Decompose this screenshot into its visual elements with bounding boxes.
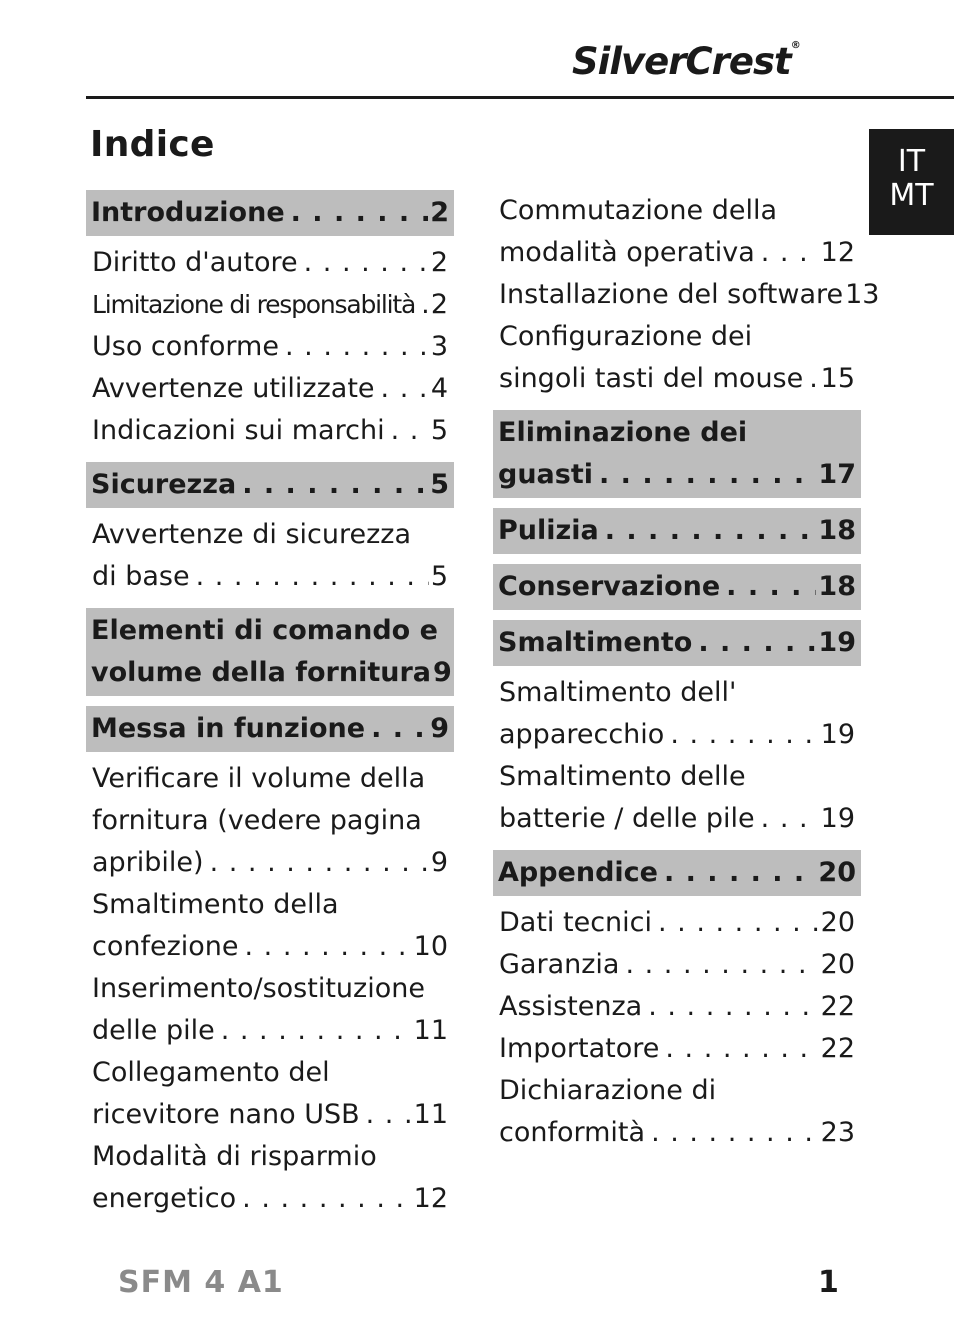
toc-label: apparecchio: [499, 719, 665, 750]
toc-entry: [493, 902, 861, 944]
toc-page-number: 5: [430, 561, 448, 592]
toc-label-line: Smaltimento della: [92, 889, 339, 920]
leader-dots: [720, 566, 816, 608]
leader-dots: [360, 1094, 412, 1136]
toc-label: ricevitore nano USB: [92, 1099, 360, 1130]
brand-logo: [572, 40, 842, 83]
toc-page-number: 2: [430, 197, 449, 228]
toc-label: Messa in funzione: [91, 713, 366, 744]
toc-page-number: 9: [430, 847, 448, 878]
toc-page-number: 19: [818, 627, 856, 658]
toc-entry: [86, 758, 454, 884]
toc-label: singoli tasti del mouse: [499, 363, 804, 394]
toc-label: Dati tecnici: [499, 907, 653, 938]
language-code-mt: MT: [889, 178, 934, 213]
leader-dots: [652, 902, 819, 944]
leader-dots: [285, 192, 429, 234]
toc-page-number: 5: [430, 415, 448, 446]
toc-page-number: 2: [430, 247, 448, 278]
leader-dots: [619, 944, 818, 986]
toc-label-line: Configurazione dei: [499, 321, 753, 352]
toc-label: Diritto d'autore: [92, 247, 298, 278]
leader-dots: [599, 510, 817, 552]
brand-name: SilverCrest: [572, 40, 791, 83]
toc-label: Sicurezza: [91, 469, 237, 500]
toc-label: volume della fornitura: [91, 657, 431, 688]
toc-page-number: 20: [820, 949, 855, 980]
toc-page-number: 19: [820, 803, 855, 834]
toc-entry: [493, 944, 861, 986]
toc-page-number: 15: [820, 363, 855, 394]
toc-section: [86, 706, 454, 752]
toc-label-line: Eliminazione dei: [498, 417, 748, 448]
toc-page-number: 18: [818, 515, 856, 546]
toc-page-number: 11: [413, 1015, 448, 1046]
leader-dots: [239, 926, 412, 968]
leader-dots: [236, 1178, 411, 1220]
toc-section: [86, 608, 454, 696]
toc-page-number: 12: [413, 1183, 448, 1214]
toc-entry: [86, 326, 454, 368]
footer-model: SFM 4 A1: [118, 1265, 284, 1300]
toc-page-number: 18: [818, 571, 856, 602]
leader-dots: [659, 1028, 818, 1070]
toc-entry: [493, 316, 861, 400]
toc-page-number: 5: [430, 469, 449, 500]
language-tab: [869, 129, 954, 235]
toc-page-number: 10: [413, 931, 448, 962]
leader-dots: [204, 842, 429, 884]
toc-right-column: [493, 190, 880, 1154]
toc-entry: [86, 1052, 454, 1136]
language-code-it: IT: [897, 144, 926, 179]
toc-label-line: Commutazione della: [499, 195, 778, 226]
toc-entry: [86, 968, 454, 1052]
leader-dots: [658, 852, 816, 894]
toc-entry: [86, 1136, 454, 1220]
toc-label: Limitazione di responsabilità: [92, 290, 416, 319]
toc-label: Garanzia: [499, 949, 620, 980]
toc-entry: [493, 986, 861, 1028]
toc-label-line: Modalità di risparmio: [92, 1141, 377, 1172]
toc-label: Uso conforme: [92, 331, 279, 362]
toc-entry: [493, 756, 861, 840]
toc-entry: [86, 884, 454, 968]
toc-section: [493, 508, 861, 554]
toc-page-number: 11: [413, 1099, 448, 1130]
header-rule: [86, 96, 954, 99]
toc-entry: [86, 368, 454, 410]
toc-label-line: fornitura (vedere pagina: [92, 805, 422, 836]
toc-page-number: 20: [820, 907, 855, 938]
toc-label: di base: [92, 561, 190, 592]
toc-section: [86, 190, 454, 236]
leader-dots: [385, 410, 429, 452]
toc-entry: [493, 190, 861, 274]
toc-label-line: Collegamento del: [92, 1057, 330, 1088]
toc-entry: [86, 410, 454, 452]
leader-dots: [298, 242, 429, 284]
toc-label-line: Verificare il volume della: [92, 763, 426, 794]
toc-page-number: 17: [818, 459, 856, 490]
toc-page-number: 2: [430, 289, 448, 320]
toc-label: batterie / delle pile: [499, 803, 755, 834]
toc-entry: [86, 514, 454, 598]
leader-dots: [279, 326, 429, 368]
leader-dots: [593, 454, 816, 496]
page-title: Indice: [90, 124, 215, 165]
toc-section: [493, 564, 861, 610]
toc-section: [493, 850, 861, 896]
toc-label-line: Avvertenze di sicurezza: [92, 519, 411, 550]
toc-label: Installazione del software: [499, 279, 844, 310]
toc-label: Pulizia: [498, 515, 599, 546]
leader-dots: [642, 986, 818, 1028]
toc-page-number: 4: [430, 373, 448, 404]
toc-page-number: 9: [430, 713, 449, 744]
toc-label: delle pile: [92, 1015, 215, 1046]
toc-page-number: 13: [845, 279, 880, 310]
toc-section: [493, 620, 861, 666]
leader-dots: [803, 358, 818, 400]
toc-label: Indicazioni sui marchi: [92, 415, 385, 446]
toc-section: [493, 410, 861, 498]
footer-page-number: 1: [818, 1265, 839, 1300]
leader-dots: [215, 1010, 412, 1052]
toc-label-line: Elementi di comando e: [91, 615, 438, 646]
toc-page-number: 22: [820, 991, 855, 1022]
toc-left-column: [86, 190, 454, 1220]
leader-dots: [415, 284, 429, 326]
toc-label-line: Dichiarazione di: [499, 1075, 717, 1106]
toc-entry: [493, 1070, 861, 1154]
toc-label: confezione: [92, 931, 239, 962]
toc-label: apribile): [92, 847, 204, 878]
toc-label: modalità operativa: [499, 237, 755, 268]
toc-label-line: Inserimento/sostituzione: [92, 973, 425, 1004]
toc-label: Introduzione: [91, 197, 285, 228]
leader-dots: [190, 556, 429, 598]
leader-dots: [755, 798, 819, 840]
toc-entry: [86, 284, 454, 326]
toc-label: Smaltimento: [498, 627, 693, 658]
toc-page-number: 19: [820, 719, 855, 750]
registered-mark: ®: [790, 40, 800, 51]
toc-entry: [493, 274, 880, 316]
toc-label: guasti: [498, 459, 594, 490]
toc-label: conformità: [499, 1117, 646, 1148]
toc-page-number: 20: [818, 857, 856, 888]
toc-entry: [493, 672, 861, 756]
toc-label-line: Smaltimento delle: [499, 761, 746, 792]
leader-dots: [365, 708, 428, 750]
leader-dots: [645, 1112, 819, 1154]
toc-entry: [86, 242, 454, 284]
toc-label: Importatore: [499, 1033, 660, 1064]
leader-dots: [664, 714, 818, 756]
toc-label: Conservazione: [498, 571, 721, 602]
leader-dots: [755, 232, 819, 274]
toc-page-number: 9: [433, 657, 452, 688]
leader-dots: [236, 464, 428, 506]
toc-page-number: 3: [430, 331, 448, 362]
toc-section: [86, 462, 454, 508]
toc-label: Assistenza: [499, 991, 643, 1022]
toc-label-line: Smaltimento dell': [499, 677, 737, 708]
toc-entry: [493, 1028, 861, 1070]
toc-label: Appendice: [498, 857, 658, 888]
toc-page-number: 12: [820, 237, 855, 268]
toc-page-number: 23: [820, 1117, 855, 1148]
toc-label: Avvertenze utilizzate: [92, 373, 375, 404]
toc-label: energetico: [92, 1183, 237, 1214]
leader-dots: [692, 622, 816, 664]
toc-page-number: 22: [820, 1033, 855, 1064]
leader-dots: [375, 368, 429, 410]
